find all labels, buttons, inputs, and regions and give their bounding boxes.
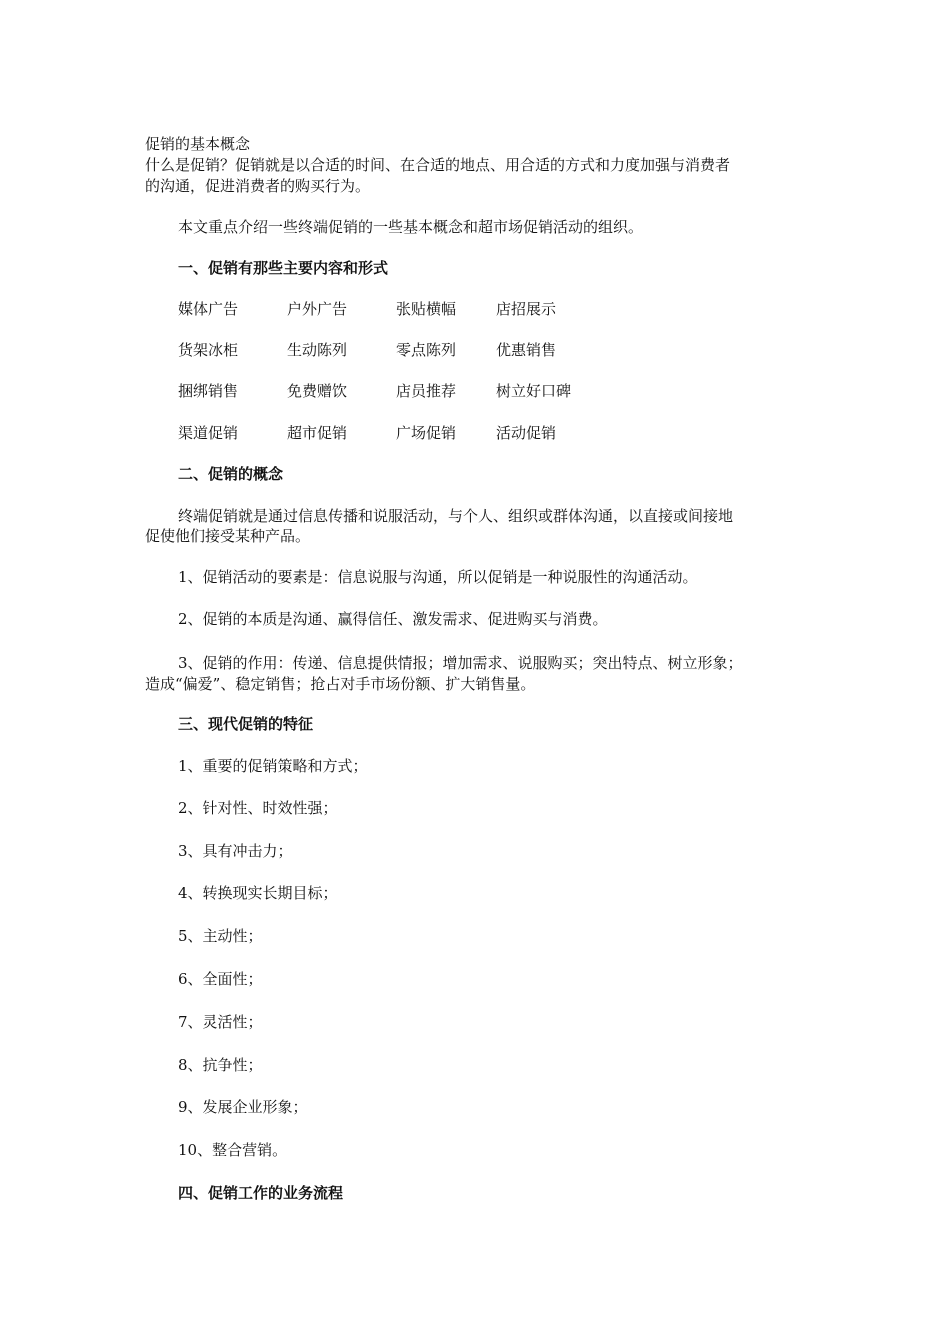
definition-line-1: 终端促销就是通过信息传播和说服活动，与个人、组织或群体沟通，以直接或间接地 xyxy=(178,507,734,525)
form-item: 店员推荐 xyxy=(396,382,457,400)
document-title: 促销的基本概念 xyxy=(145,135,251,153)
form-item: 张贴横幅 xyxy=(396,300,457,318)
intro-line-1: 什么是促销？促销就是以合适的时间、在合适的地点、用合适的方式和力度加强与消费者 xyxy=(145,156,731,174)
overview-paragraph: 本文重点介绍一些终端促销的一些基本概念和超市场促销活动的组织。 xyxy=(178,218,644,236)
definition-line-2: 促使他们接受某种产品。 xyxy=(145,527,311,545)
form-item: 媒体广告 xyxy=(178,300,239,318)
feature-item: 9、发展企业形象； xyxy=(178,1098,308,1116)
feature-item: 7、灵活性； xyxy=(178,1013,263,1031)
section-1-heading: 一、促销有那些主要内容和形式 xyxy=(178,259,389,277)
concept-point-3-line-1: 3、促销的作用：传递、信息提供情报；增加需求、说服购买；突出特点、树立形象； xyxy=(178,654,743,672)
form-item: 渠道促销 xyxy=(178,424,239,442)
feature-item: 5、主动性； xyxy=(178,927,263,945)
form-item: 生动陈列 xyxy=(287,341,348,359)
forms-row xyxy=(178,382,778,401)
form-item: 捆绑销售 xyxy=(178,382,239,400)
forms-row xyxy=(178,341,778,360)
section-3-heading: 三、现代促销的特征 xyxy=(178,715,314,733)
form-item: 优惠销售 xyxy=(496,341,557,359)
feature-item: 3、具有冲击力； xyxy=(178,842,293,860)
feature-item: 2、针对性、时效性强； xyxy=(178,799,338,817)
form-item: 货架冰柜 xyxy=(178,341,239,359)
form-item: 超市促销 xyxy=(287,424,348,442)
feature-item: 4、转换现实长期目标； xyxy=(178,884,338,902)
concept-point-3-line-2: 造成“偏爱”、稳定销售；抢占对手市场份额、扩大销售量。 xyxy=(145,675,536,693)
feature-item: 8、抗争性； xyxy=(178,1056,263,1074)
feature-item: 10、整合营销。 xyxy=(178,1141,288,1159)
form-item: 零点陈列 xyxy=(396,341,457,359)
form-item: 店招展示 xyxy=(496,300,557,318)
intro-line-2: 的沟通，促进消费者的购买行为。 xyxy=(145,177,371,195)
forms-row xyxy=(178,424,778,443)
section-4-heading: 四、促销工作的业务流程 xyxy=(178,1184,344,1202)
form-item: 免费赠饮 xyxy=(287,382,348,400)
feature-item: 1、重要的促销策略和方式； xyxy=(178,757,368,775)
section-2-heading: 二、促销的概念 xyxy=(178,465,284,483)
forms-row xyxy=(178,300,778,319)
concept-point-1: 1、促销活动的要素是：信息说服与沟通，所以促销是一种说服性的沟通活动。 xyxy=(178,568,698,586)
form-item: 活动促销 xyxy=(496,424,557,442)
feature-item: 6、全面性； xyxy=(178,970,263,988)
form-item: 户外广告 xyxy=(287,300,348,318)
concept-point-2: 2、促销的本质是沟通、赢得信任、激发需求、促进购买与消费。 xyxy=(178,610,608,628)
form-item: 树立好口碑 xyxy=(496,382,572,400)
form-item: 广场促销 xyxy=(396,424,457,442)
